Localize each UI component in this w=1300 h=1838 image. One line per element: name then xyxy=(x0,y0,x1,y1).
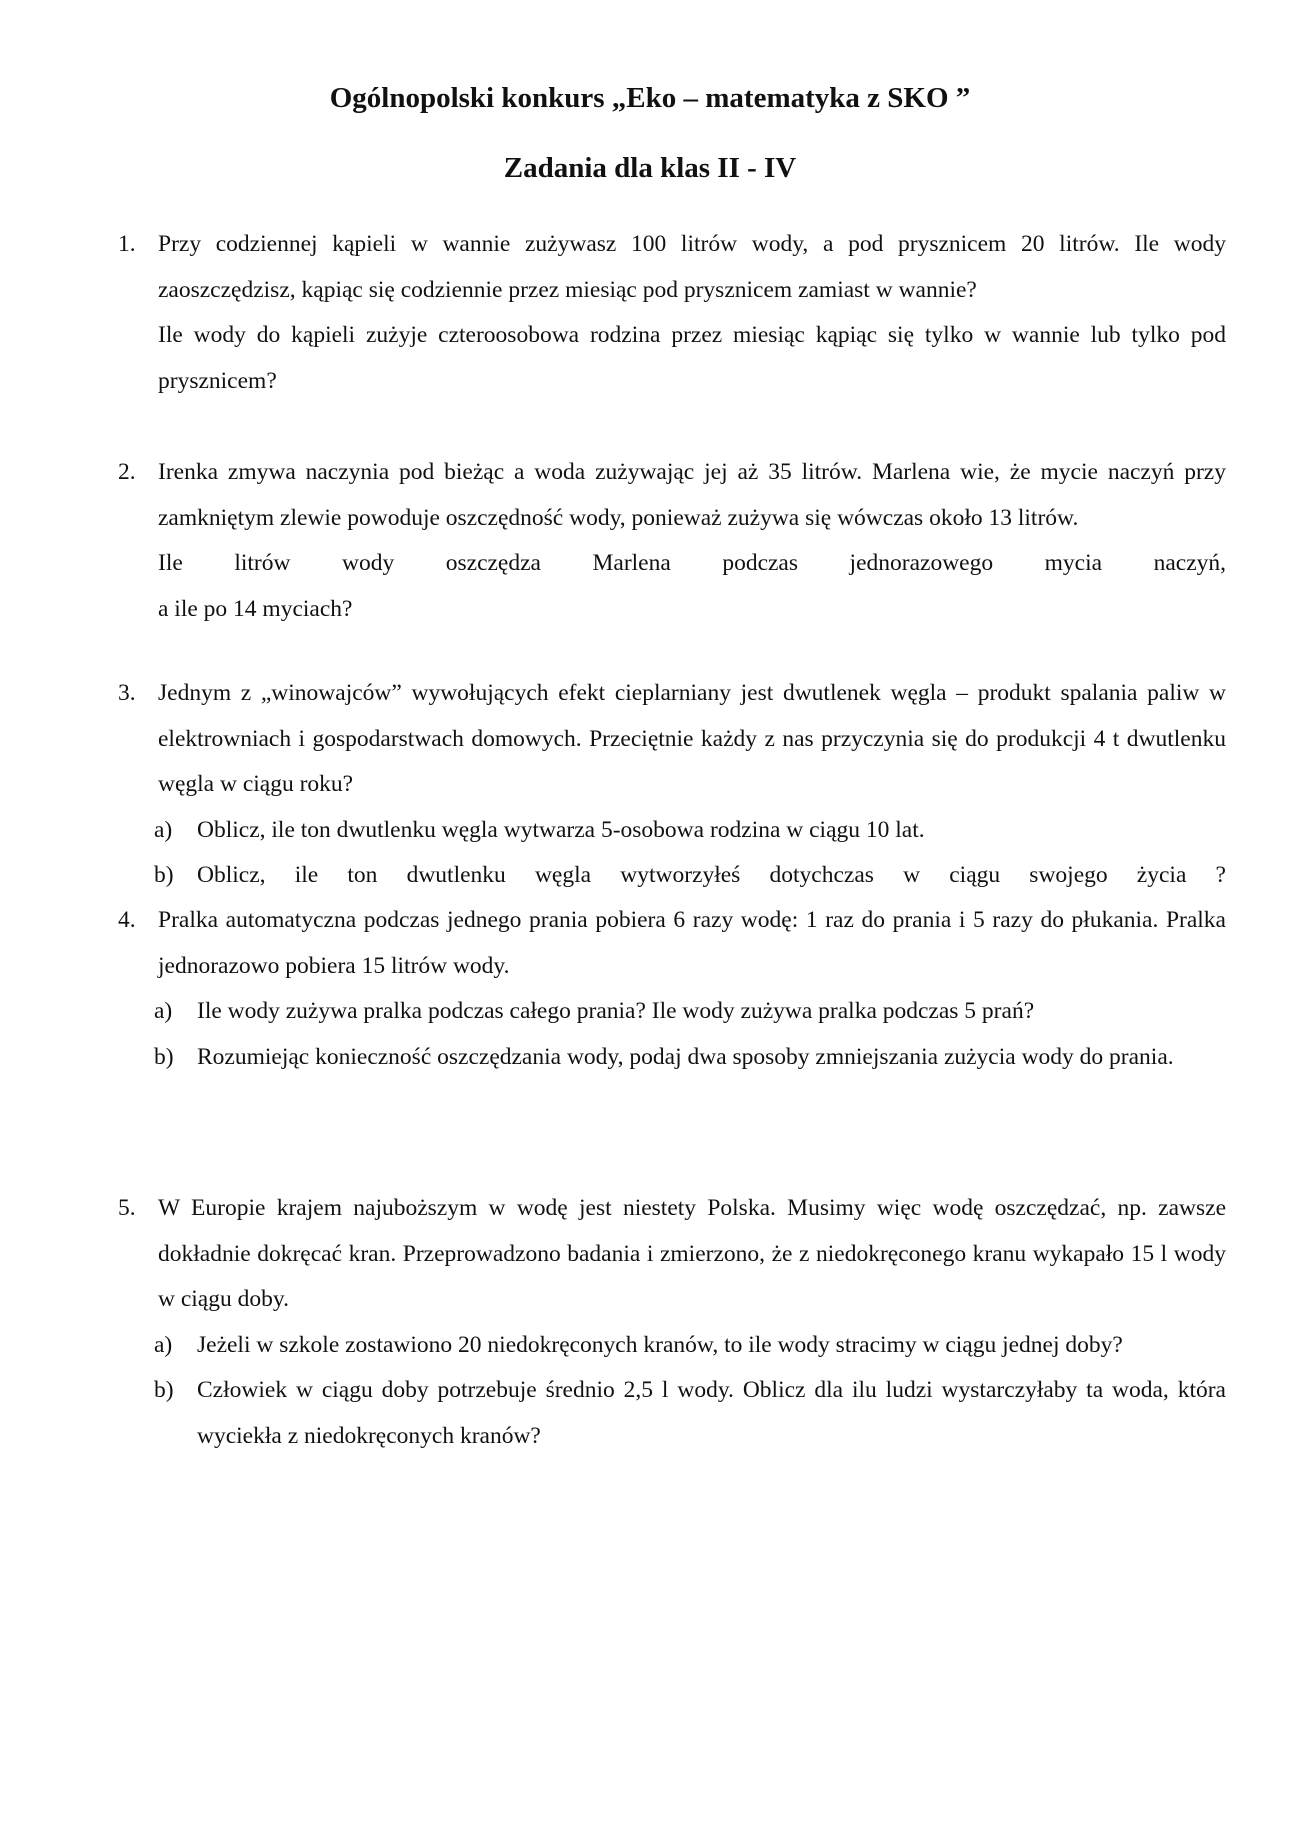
task-body xyxy=(158,222,1226,404)
subtask-text: Jeżeli w szkole zostawiono 20 niedokręconych kranów, to ile wody stracimy w ciągu jednej doby? xyxy=(197,1331,1123,1358)
subtask-text: Oblicz, ile ton dwutlenku węgla wytworzyłeś dotychczas w ciągu swojego życia ? xyxy=(197,862,1226,888)
subtask-a xyxy=(118,808,1226,854)
task-body xyxy=(158,450,1226,632)
subtask-list xyxy=(118,1323,1226,1460)
task-paragraph: Ile litrów wody oszczędza Marlena podczas jednorazowego mycia naczyń, xyxy=(158,550,1226,576)
task-number: 3. xyxy=(118,680,136,706)
subtask-text: Człowiek w ciągu doby potrzebuje średnio 2,5 l wody. Oblicz dla ilu ludzi wystarczyłaby ta woda, która wyciekła z niedokręconych kranów? xyxy=(197,1377,1226,1449)
subtask-list xyxy=(118,989,1226,1080)
task-paragraph: Ile wody do kąpieli zużyje czteroosobowa rodzina przez miesiąc kąpiąc się tylko w wannie lub tylko pod prysznicem? xyxy=(158,322,1226,394)
task-paragraph: Przy codziennej kąpieli w wannie zużywasz 100 litrów wody, a pod prysznicem 20 litrów. Ile wody zaoszczędzisz, kąpiąc się codziennie przez miesiąc pod prysznicem zamiast w wannie? xyxy=(158,231,1226,303)
subtask-list xyxy=(118,808,1226,899)
task-number: 5. xyxy=(118,1195,136,1221)
task-paragraph: W Europie krajem najuboższym w wodę jest niestety Polska. Musimy więc wodę oszczędzać, np. zawsze dokładnie dokręcać kran. Przeprowadzono badania i zmierzono, że z niedokręconego kranu wykapało 15 l wody w ciągu doby. xyxy=(158,1195,1226,1312)
task-number: 2. xyxy=(118,459,136,485)
subtask-text: Ile wody zużywa pralka podczas całego prania? Ile wody zużywa pralka podczas 5 prań? xyxy=(197,998,1035,1024)
task-paragraph: Irenka zmywa naczynia pod bieżąc a woda zużywając jej aż 35 litrów. Marlena wie, że mycie naczyń przy zamkniętym zlewie powoduje oszczędność wody, ponieważ zużywa się wówczas około 13 litrów. xyxy=(158,459,1226,531)
task-number: 1. xyxy=(118,231,136,257)
task-4 xyxy=(118,898,1226,1080)
task-2 xyxy=(118,450,1226,632)
subtask-letter: b) xyxy=(154,1043,174,1070)
subtask-b xyxy=(118,1368,1226,1459)
document-title: Ogólnopolski konkurs „Eko – matematyka z SKO ” xyxy=(329,82,971,114)
task-paragraph: Jednym z „winowajców” wywołujących efekt cieplarniany jest dwutlenek węgla – produkt spalania paliw w elektrowniach i gospodarstwach domowych. Przeciętnie każdy z nas przyczynia się do produkcji 4 t dwutlenku węgla w ciągu roku? xyxy=(158,680,1226,797)
subtask-text: Rozumiejąc konieczność oszczędzania wody, podaj dwa sposoby zmniejszania zużycia wody do prania. xyxy=(197,1043,1174,1070)
task-1 xyxy=(118,222,1226,404)
task-body xyxy=(158,898,1226,989)
subtask-letter: b) xyxy=(154,1377,174,1403)
subtask-letter: b) xyxy=(154,862,174,888)
subtask-letter: a) xyxy=(154,816,173,843)
task-body xyxy=(158,671,1226,808)
task-5 xyxy=(118,1186,1226,1459)
subtask-letter: a) xyxy=(154,1331,173,1358)
task-number: 4. xyxy=(118,907,136,933)
task-body xyxy=(158,1186,1226,1323)
document-subtitle: Zadania dla klas II - IV xyxy=(503,152,797,184)
subtask-text: Oblicz, ile ton dwutlenku węgla wytwarza 5-osobowa rodzina w ciągu 10 lat. xyxy=(197,816,925,843)
task-paragraph: Pralka automatyczna podczas jednego prania pobiera 6 razy wodę: 1 raz do prania i 5 razy do płukania. Pralka jednorazowo pobiera 15 litrów wody. xyxy=(158,907,1226,979)
task-paragraph: a ile po 14 myciach? xyxy=(158,595,353,622)
subtask-b xyxy=(118,1035,1226,1081)
task-3 xyxy=(118,671,1226,899)
subtask-b xyxy=(118,853,1226,899)
subtask-letter: a) xyxy=(154,998,173,1024)
subtask-a xyxy=(118,1323,1226,1369)
subtask-a xyxy=(118,989,1226,1035)
